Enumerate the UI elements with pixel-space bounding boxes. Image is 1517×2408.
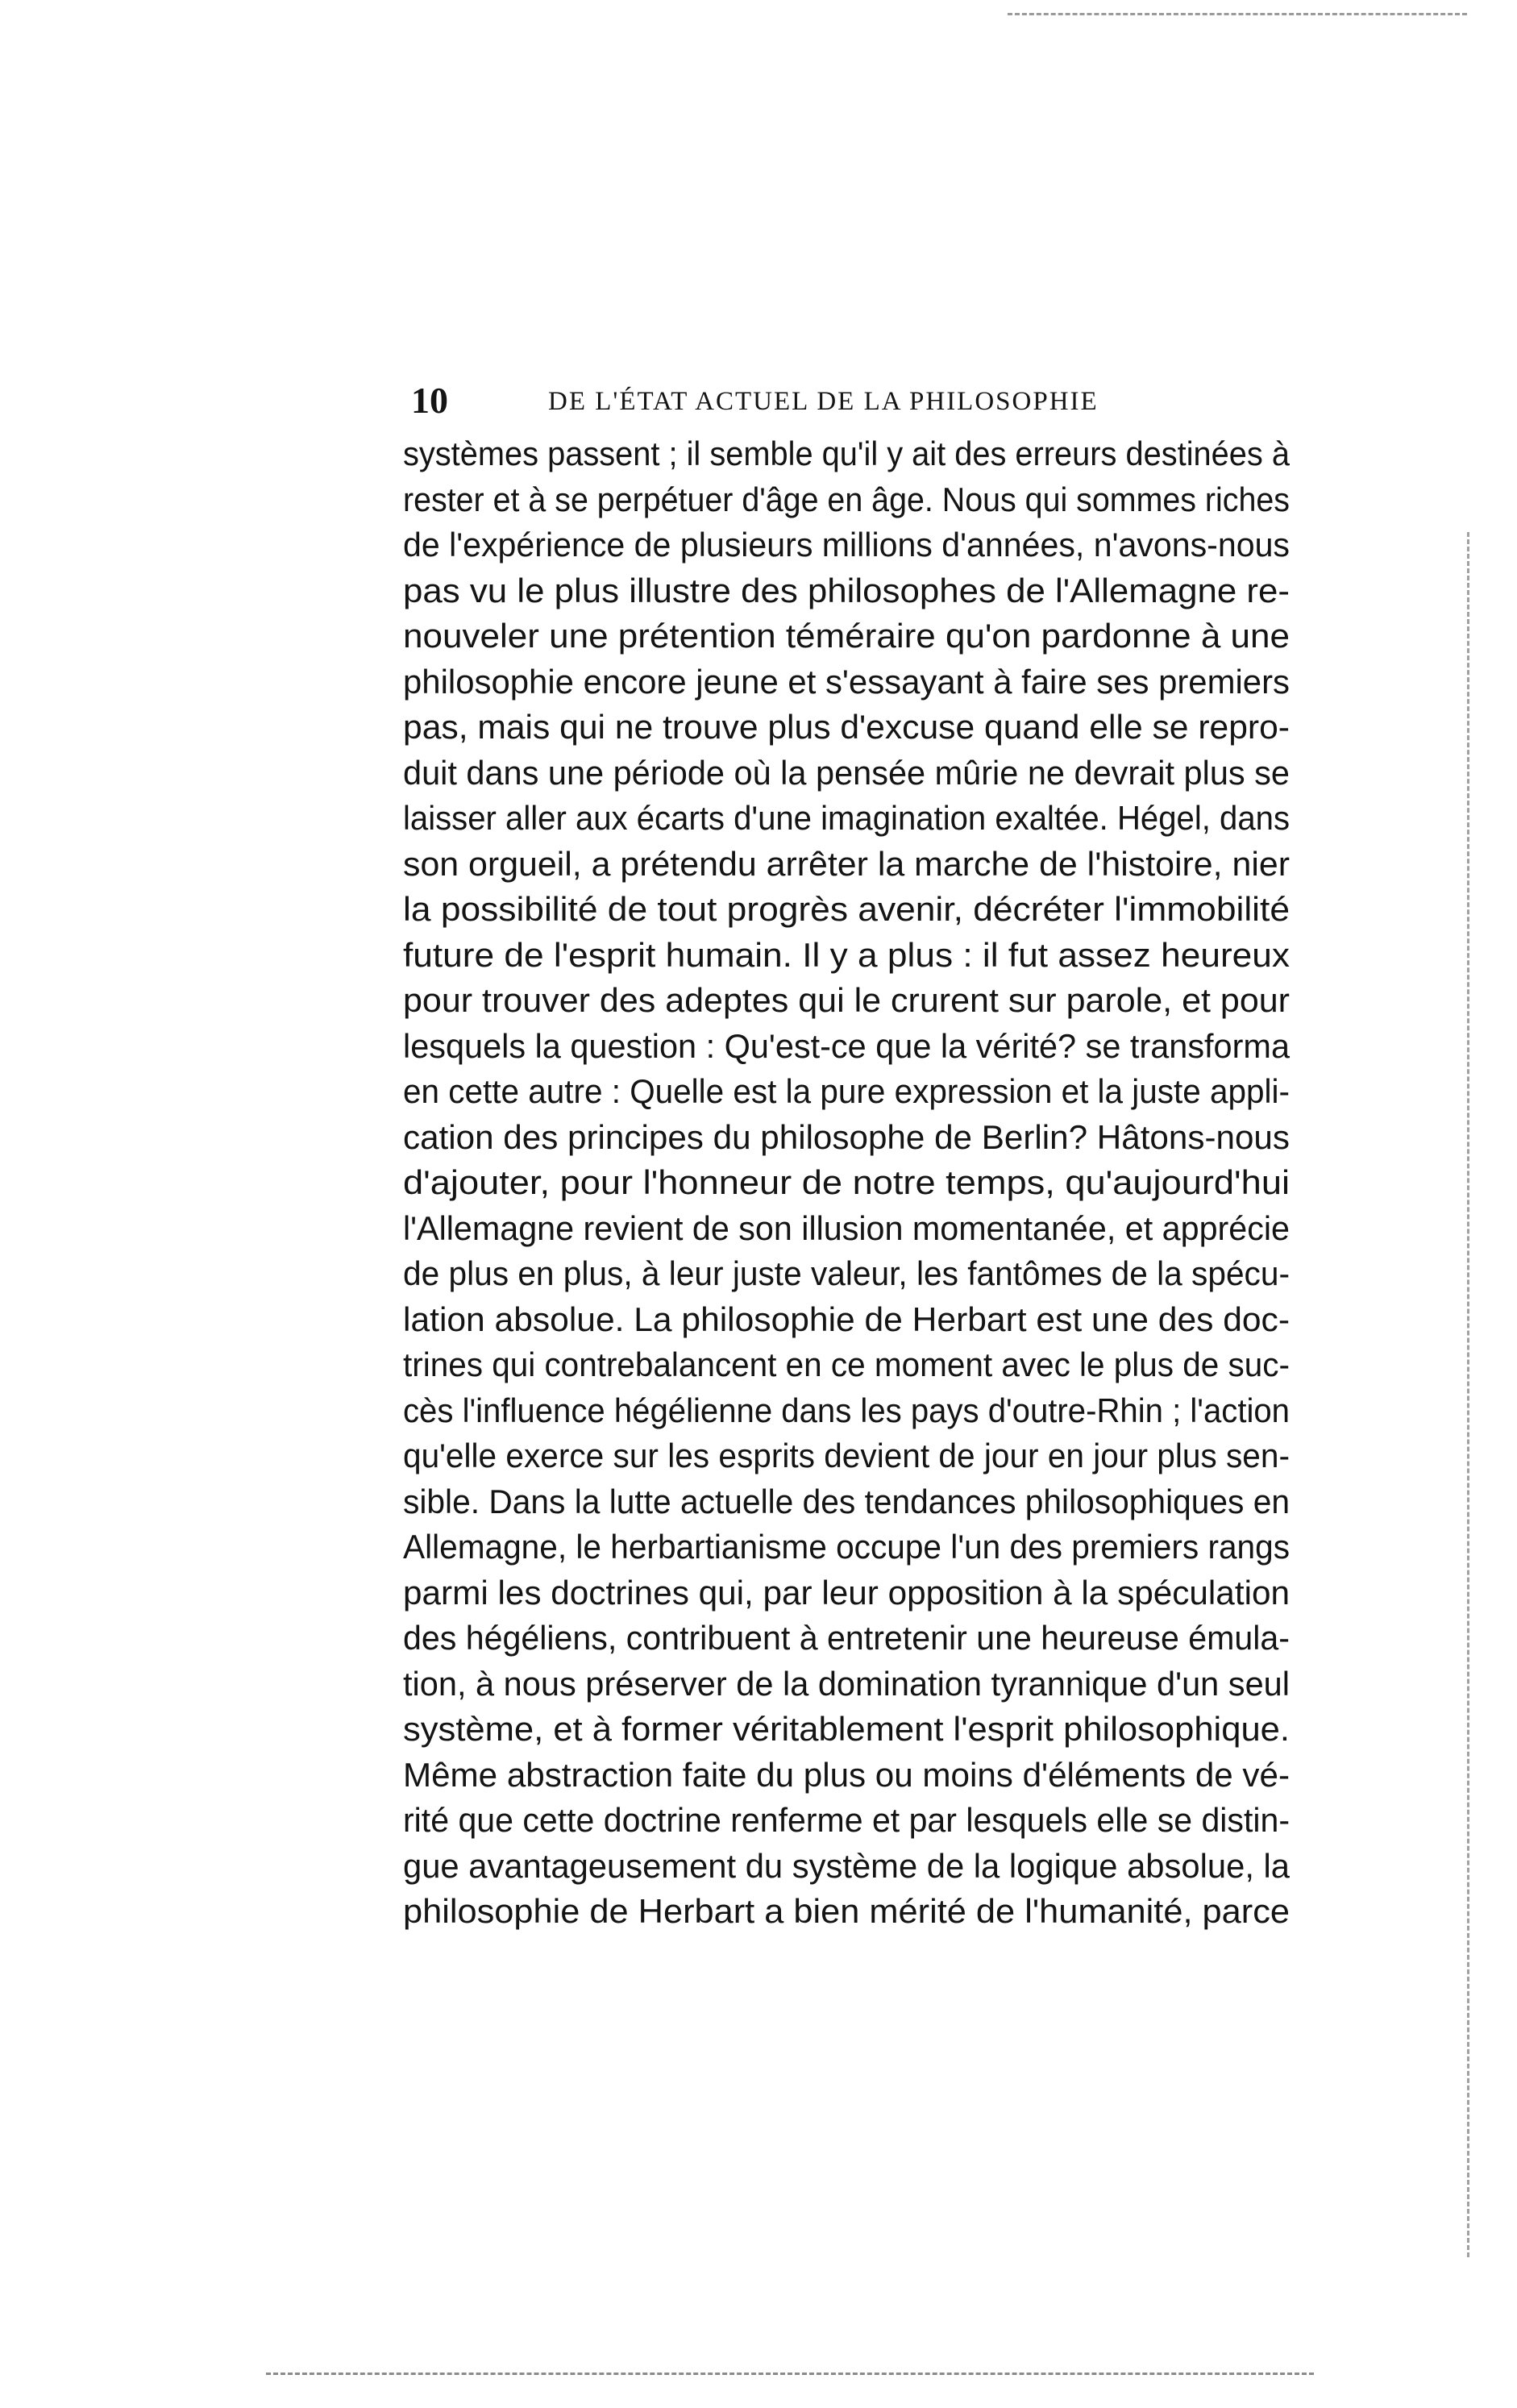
text-line: rester et à se perpétuer d'âge en âge. Nous qui sommes riches: [403, 480, 1290, 518]
text-line: Même abstraction faite du plus ou moins d'éléments de vé-: [403, 1755, 1290, 1794]
text-line: gue avantageusement du système de la logique absolue, la: [403, 1846, 1290, 1885]
text-line: nouveler une prétention téméraire qu'on pardonne à une: [403, 617, 1290, 655]
text-line: des hégéliens, contribuent à entretenir une heureuse émula-: [403, 1619, 1290, 1657]
scan-edge-rule-bottom: [266, 2373, 1314, 2375]
running-title: DE L'ÉTAT ACTUEL DE LA PHILOSOPHIE: [548, 387, 1099, 416]
text-line: sible. Dans la lutte actuelle des tendances philosophiques en: [403, 1482, 1290, 1520]
text-line: future de l'esprit humain. Il y a plus : il fut assez heureux: [403, 935, 1290, 974]
text-line: rité que cette doctrine renferme et par lesquels elle se distin-: [403, 1801, 1290, 1839]
text-line: l'Allemagne revient de son illusion momentanée, et apprécie: [403, 1208, 1290, 1247]
text-line: pour trouver des adeptes qui le crurent sur parole, et pour: [403, 981, 1290, 1019]
text-line: pas vu le plus illustre des philosophes de l'Allemagne re-: [403, 571, 1290, 609]
text-line: de plus en plus, à leur juste valeur, les fantômes de la spécu-: [403, 1254, 1290, 1292]
text-line: lation absolue. La philosophie de Herbart est une des doc-: [403, 1300, 1290, 1338]
text-line: duit dans une période où la pensée mûrie ne devrait plus se: [403, 753, 1290, 792]
text-line: en cette autre : Quelle est la pure expression et la juste appli-: [403, 1072, 1290, 1110]
page-number: 10: [411, 380, 448, 421]
text-line: lesquels la question : Qu'est-ce que la vérité? se transforma: [403, 1026, 1290, 1065]
text-line: d'ajouter, pour l'honneur de notre temps, qu'aujourd'hui: [403, 1163, 1290, 1201]
text-line: cation des principes du philosophe de Berlin? Hâtons-nous: [403, 1117, 1290, 1156]
text-line: parmi les doctrines qui, par leur opposition à la spéculation: [403, 1573, 1290, 1612]
text-line: philosophie de Herbart a bien mérité de l'humanité, parce: [403, 1892, 1290, 1930]
text-line: philosophie encore jeune et s'essayant à faire ses premiers: [403, 662, 1290, 701]
body-text: [403, 431, 1290, 1935]
text-line: tion, à nous préserver de la domination tyrannique d'un seul: [403, 1664, 1290, 1703]
running-head: [411, 379, 1177, 427]
text-line: pas, mais qui ne trouve plus d'excuse quand elle se repro-: [403, 708, 1290, 746]
text-line: son orgueil, a prétendu arrêter la marche de l'histoire, nier: [403, 844, 1290, 883]
text-line: trines qui contrebalancent en ce moment avec le plus de suc-: [403, 1345, 1290, 1383]
text-line: de l'expérience de plusieurs millions d'années, n'avons-nous: [403, 526, 1290, 564]
scan-edge-rule-right: [1467, 532, 1469, 2257]
text-line: cès l'influence hégélienne dans les pays d'outre-Rhin ; l'action: [403, 1391, 1290, 1429]
text-line: qu'elle exerce sur les esprits devient de jour en jour plus sen-: [403, 1437, 1290, 1474]
text-line: Allemagne, le herbartianisme occupe l'un des premiers rangs: [403, 1528, 1290, 1566]
text-line: systèmes passent ; il semble qu'il y ait des erreurs destinées à: [403, 435, 1290, 472]
text-line: laisser aller aux écarts d'une imagination exaltée. Hégel, dans: [403, 799, 1290, 837]
scan-edge-rule-top: [1008, 13, 1467, 15]
text-line: système, et à former véritablement l'esprit philosophique.: [403, 1710, 1290, 1748]
text-line: la possibilité de tout progrès avenir, décréter l'immobilité: [403, 890, 1290, 928]
